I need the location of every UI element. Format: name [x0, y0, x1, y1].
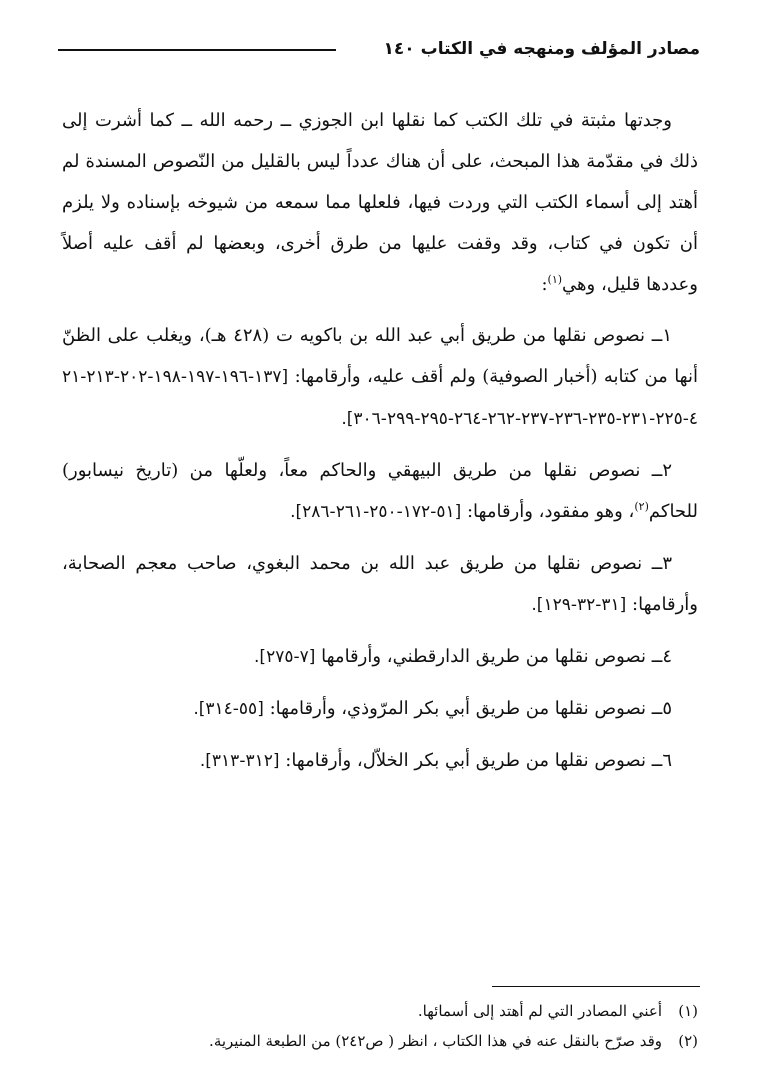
item-text: ٤ــ نصوص نقلها من طريق الدارقطني، وأرقامها [321, 646, 672, 667]
item-numbers: [٥٥-٣١٤]. [193, 699, 264, 719]
footnote-text: أعني المصادر التي لم أهتد إلى أسمائها. [417, 1002, 662, 1020]
footnote-number: (٢) [678, 1032, 698, 1050]
footnote [62, 1026, 698, 1056]
footnotes [62, 996, 698, 1056]
main-text [62, 100, 698, 782]
intro-text: وجدتها مثبتة في تلك الكتب كما نقلها ابن الجوزي ــ رحمه الله ــ كما أشرت إلى ذلك في مقدّمة هذا المبحث، على أن هناك عدداً ليس بالقليل من النّصوص المسندة لم أهتد إلى أسماء الكتب التي وردت فيها، فلعلها مما سمعه من شيوخه بإسناده ولا يلزم أن تكون في كتاب، وقد وقفت عليها من طرق أخرى، وبعضها لم أقف عليه أصلاً وعددها قليل، وهي [62, 110, 698, 295]
item-text-continued: ، وهو مفقود، وأرقامها: [466, 501, 635, 522]
list-item [62, 450, 698, 533]
item-text: ١ــ نصوص نقلها من طريق أبي عبد الله بن باكويه ت (٤٢٨ هـ)، ويغلب على الظنّ أنها من كتابه (أخبار الصوفية) ولم أقف عليه، وأرقامها: [62, 325, 698, 387]
item-text: ٥ــ نصوص نقلها من طريق أبي بكر المرّوذي، وأرقامها: [269, 698, 672, 719]
footnote-rule [492, 986, 700, 987]
footnote-ref-1[interactable]: (١) [547, 273, 563, 286]
intro-paragraph [62, 100, 698, 305]
item-text: ٦ــ نصوص نقلها من طريق أبي بكر الخلاّل، وأرقامها: [285, 750, 672, 771]
item-text: ٣ــ نصوص نقلها من طريق عبد الله بن محمد البغوي، صاحب معجم الصحابة، وأرقامها: [62, 553, 698, 615]
footnote [62, 996, 698, 1026]
item-numbers: [١٣٧-١٩٦-١٩٧-١٩٨-٢٠٢-٢١٣-٢١٤-٢٢٥-٢٣١-٢٣٥-٢٣٦-٢٣٧-٢٦٢-٢٦٤-٢٩٥-٢٩٩-٣٠٦]. [62, 367, 698, 429]
list-item [62, 636, 698, 678]
item-numbers: [٣١٢-٣١٣]. [199, 751, 280, 771]
footnote-text: وقد صرّح بالنقل عنه في هذا الكتاب ، انظر ( ص٢٤٢) من الطبعة المنيرية. [209, 1032, 662, 1050]
header-rule [58, 49, 336, 51]
item-text: ٢ــ نصوص نقلها من طريق البيهقي والحاكم معاً، ولعلّها من (تاريخ نيسابور) للحاكم [62, 460, 698, 522]
list-item [62, 543, 698, 626]
footnote-number: (١) [678, 1002, 698, 1020]
running-head: مصادر المؤلف ومنهجه في الكتاب ١٤٠ [383, 39, 700, 59]
item-numbers: [٥١-١٧٢-٢٥٠-٢٦١-٢٨٦]. [290, 502, 462, 522]
list-item [62, 740, 698, 782]
item-numbers: [٧-٢٧٥]. [254, 647, 316, 667]
list-item [62, 315, 698, 440]
intro-end: : [541, 274, 548, 295]
page-header [58, 36, 700, 62]
footnote-ref-2[interactable]: (٢) [634, 500, 649, 513]
list-item [62, 688, 698, 730]
item-numbers: [٣١-٣٢-١٢٩]. [531, 595, 627, 615]
